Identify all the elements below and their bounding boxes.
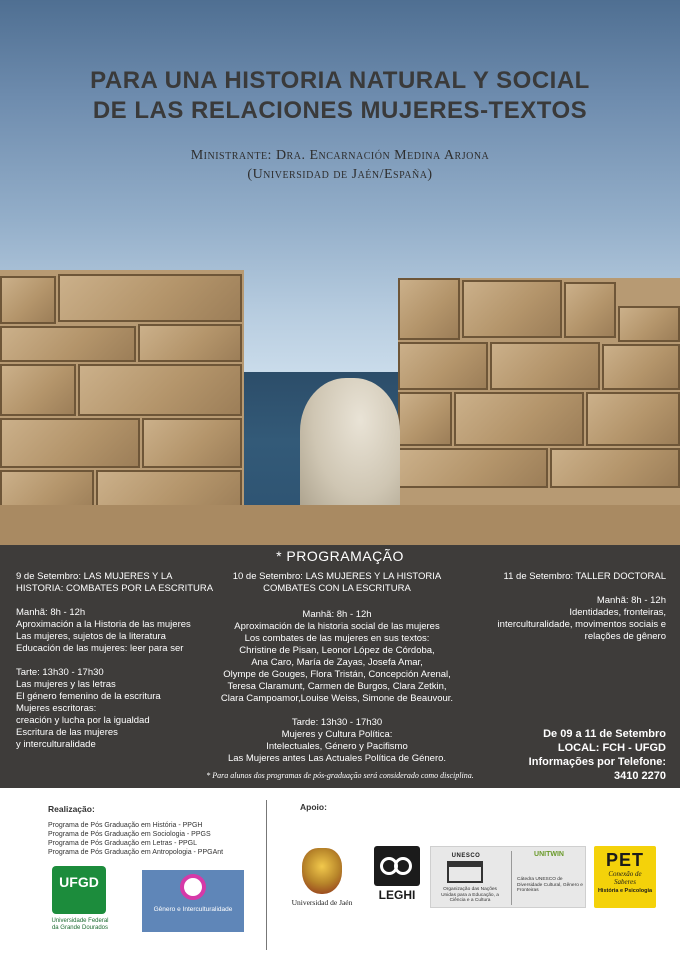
day1-heading-line1: 9 de Setembro: LAS MUJERES Y LA	[16, 571, 173, 582]
ufgd-logo-mark: UFGD	[52, 866, 106, 914]
unesco-temple-icon	[447, 861, 483, 883]
phone-number: 3410 2270	[614, 770, 666, 782]
day2-heading	[212, 571, 462, 595]
day2-heading-line1: 10 de Setembro: LAS MUJERES Y LA HISTORIA	[232, 571, 442, 582]
list-item: creación y lucha por la igualdad	[16, 715, 150, 726]
event-location: LOCAL: FCH - UFGD	[557, 742, 666, 754]
day3-column	[466, 571, 666, 655]
university-text: (Universidad de Jaén/España)	[247, 167, 433, 182]
day2-column	[212, 571, 462, 777]
day2-afternoon-label: Tarde: 13h30 - 17h30	[291, 717, 383, 728]
list-item: relações de gênero	[584, 631, 666, 642]
phone-label: Informações por Telefone:	[528, 756, 666, 768]
day1-column	[16, 571, 226, 763]
list-item: Las mujeres y las letras	[16, 679, 116, 690]
pet-logo-caption: História e Psicologia	[597, 888, 653, 894]
list-item: Christine de Pisan, Leonor López de Córdoba,	[239, 645, 435, 656]
pet-logo-line2: Saberes	[614, 878, 636, 886]
list-item: Programa de Pós Graduação em Antropologia - PPGAnt	[48, 849, 224, 856]
day2-morning-label: Manhã: 8h - 12h	[302, 609, 372, 620]
list-item: Aproximación a la Historia de las mujeres	[16, 619, 191, 630]
day1-morning-label: Manhã: 8h - 12h	[16, 607, 86, 618]
unesco-separator	[511, 851, 512, 905]
ufgd-logo	[51, 866, 109, 931]
apoio-label: Apoio:	[300, 802, 327, 812]
footer-sponsors	[0, 788, 680, 960]
day1-morning	[16, 607, 226, 655]
poster-title	[40, 66, 640, 126]
ufgd-caption-line1: Universidade Federal	[51, 918, 109, 924]
list-item: Las mujeres, sujetos de la literatura	[16, 631, 166, 642]
ufgd-caption	[44, 918, 116, 932]
unesco-caption: Organização das Nações Unidas para a Educação, a Ciência e a Cultura	[441, 887, 499, 903]
list-item: Clara Campoamor,Louise Weiss, Simone de Beauvour.	[220, 693, 454, 704]
day3-morning	[466, 595, 666, 643]
program-panel	[0, 545, 680, 788]
postgrad-note: * Para alunos dos programas de pós-graduação será considerado como disciplina.	[206, 771, 474, 780]
programs-list	[48, 821, 223, 857]
ujaen-caption: Universidad de Jaén	[291, 898, 353, 907]
day2-heading-line2: COMBATES CON LA ESCRITURA	[263, 583, 411, 594]
footer-divider	[266, 800, 267, 950]
day1-heading	[16, 571, 226, 595]
list-item: interculturalidade, movimentos sociais e	[497, 619, 666, 630]
list-item: y interculturalidade	[16, 739, 96, 750]
day2-morning	[212, 609, 462, 705]
day1-afternoon-label: Tarte: 13h30 - 17h30	[16, 667, 104, 678]
list-item: Educación de las mujeres: leer para ser	[16, 643, 184, 654]
list-item: Programa de Pós Graduação em Sociologia - PPGS	[48, 831, 211, 838]
title-line-1: PARA UNA HISTORIA NATURAL Y SOCIAL	[90, 67, 590, 94]
pet-logo	[594, 846, 656, 908]
title-line-2: DE LAS RELACIONES MUJERES-TEXTOS	[92, 97, 588, 124]
leghi-mark-icon	[374, 846, 420, 886]
leghi-logo	[374, 846, 420, 906]
unitwin-caption: Cátedra UNESCO de Diversidade Cultural, Gênero e Fronteiras	[517, 877, 583, 893]
stone-wall-right	[398, 278, 680, 515]
poster-subtitle	[40, 146, 640, 184]
list-item: Escritura de las mujeres	[16, 727, 118, 738]
day3-morning-label: Manhã: 8h - 12h	[596, 595, 666, 606]
ministrante-text: Ministrante: Dra. Encarnación Medina Arjona	[190, 148, 490, 163]
list-item: Mujeres escritoras:	[16, 703, 97, 714]
genero-interculturalidade-logo	[142, 870, 244, 932]
leghi-caption: LEGHI	[378, 888, 416, 902]
day3-heading: 11 de Setembro: TALLER DOCTORAL	[503, 571, 666, 582]
gi-caption: Gênero e Interculturalidade	[153, 906, 233, 913]
pet-logo-line1: Conexão de	[608, 870, 642, 878]
list-item: Programa de Pós Graduação em História - PPGH	[48, 822, 203, 829]
unitwin-name: UNITWIN	[534, 851, 564, 858]
list-item: Mujeres y Cultura Política:	[281, 729, 393, 740]
list-item: Olympe de Gouges, Flora Tristán, Concepción Arenal,	[223, 669, 451, 680]
list-item: Ana Caro, María de Zayas, Josefa Amar,	[251, 657, 423, 668]
gender-symbol-icon	[180, 874, 206, 900]
unesco-unitwin-logo	[430, 846, 586, 908]
veiled-figure	[300, 378, 400, 518]
ujaen-logo	[282, 848, 362, 928]
list-item: Identidades, fronteiras,	[569, 607, 666, 618]
list-item: Las Mujeres antes Las Actuales Política de Género.	[227, 753, 447, 764]
list-item: Teresa Claramunt, Carmen de Burgos, Clara Zetkin,	[227, 681, 447, 692]
stone-wall-left	[0, 270, 244, 515]
program-title: * PROGRAMAÇÃO	[276, 548, 404, 564]
day1-afternoon	[16, 667, 226, 751]
list-item: Intelectuales, Género y Pacifismo	[266, 741, 408, 752]
ujaen-seal-icon	[302, 848, 342, 894]
day2-afternoon	[212, 717, 462, 765]
stone-wall-base	[0, 505, 680, 545]
event-dates: De 09 a 11 de Setembro	[543, 728, 666, 740]
day1-heading-line2: HISTORIA: COMBATES POR LA ESCRITURA	[16, 583, 214, 594]
realizacao-label: Realização:	[48, 804, 95, 814]
pet-logo-title: PET	[605, 850, 644, 870]
unesco-name: UNESCO	[451, 853, 481, 859]
list-item: Aproximación de la historia social de las mujeres	[234, 621, 440, 632]
list-item: Programa de Pós Graduação em Letras - PPGL	[48, 840, 198, 847]
list-item: El género femenino de la escritura	[16, 691, 161, 702]
ufgd-caption-line2: da Grande Dourados	[51, 925, 109, 931]
list-item: Los combates de las mujeres en sus textos:	[244, 633, 430, 644]
